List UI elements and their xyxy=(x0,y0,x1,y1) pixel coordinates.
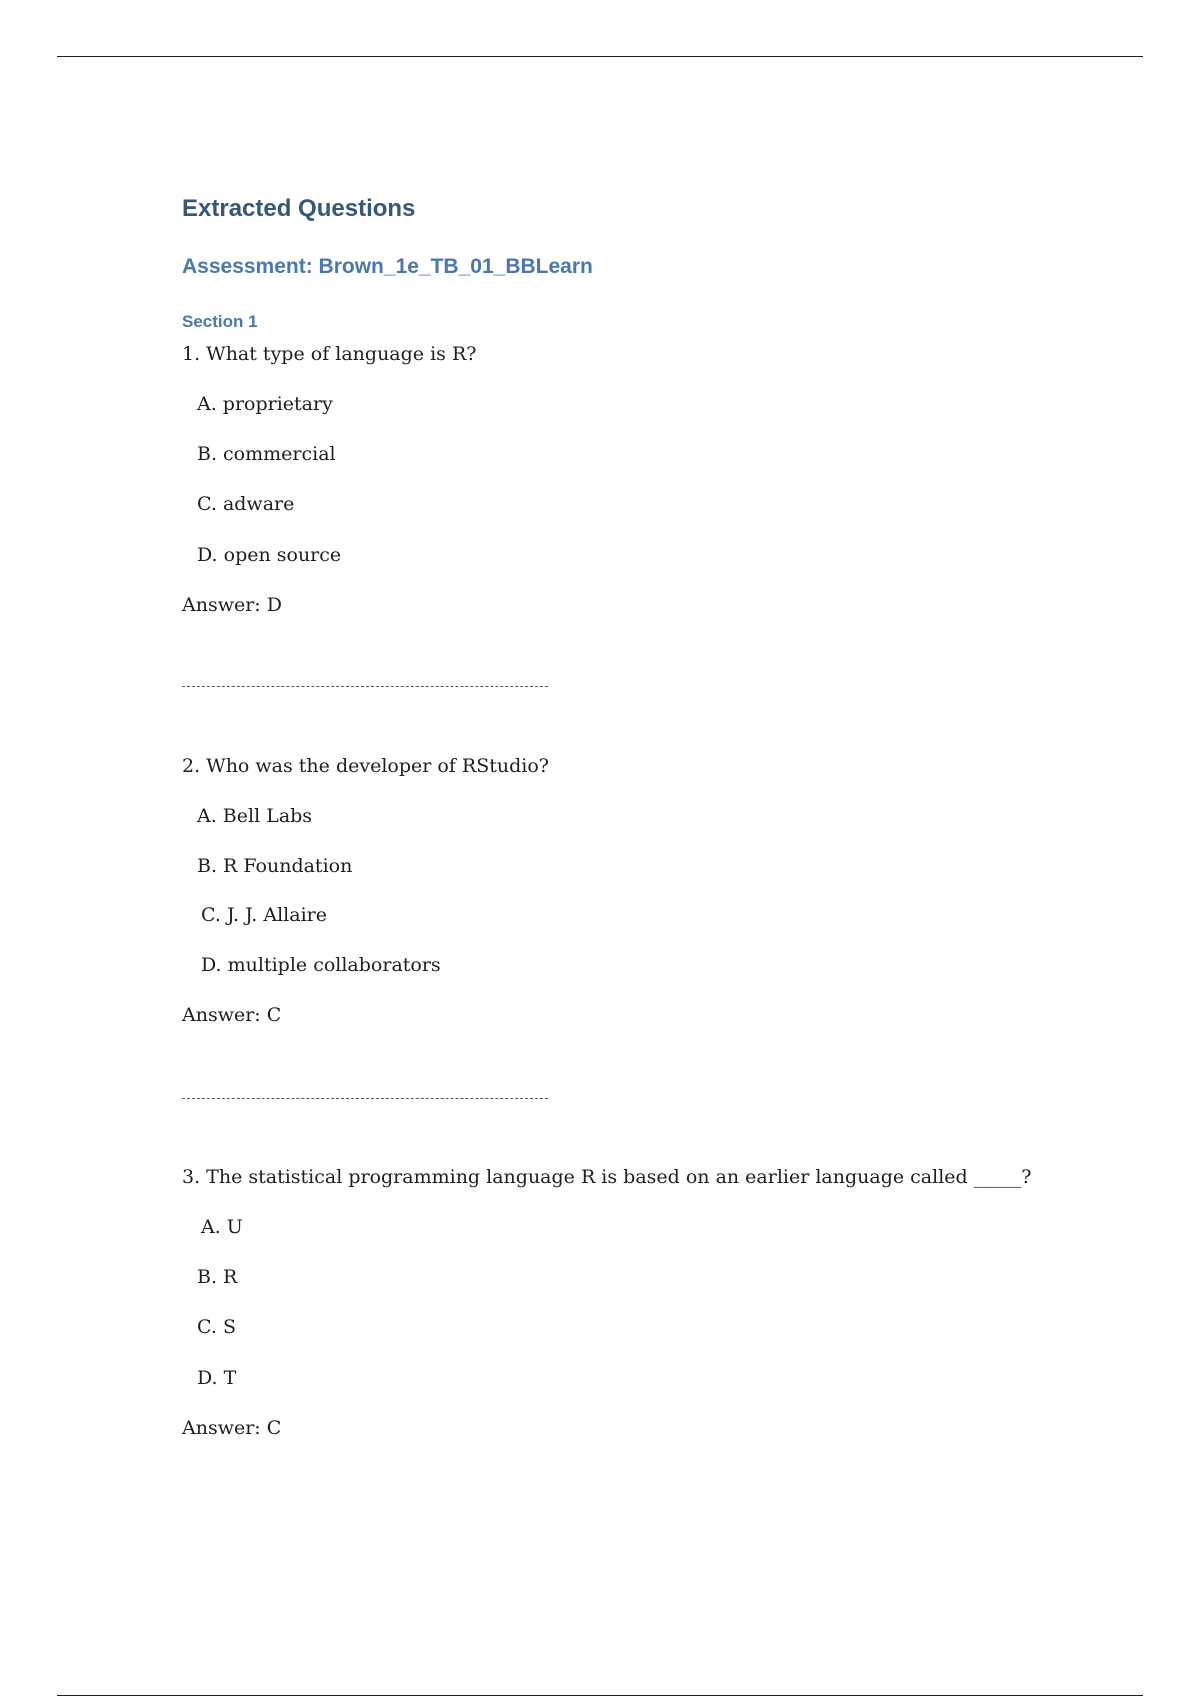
question-3-option-b: B. R xyxy=(197,1266,238,1288)
question-2-option-d: D. multiple collaborators xyxy=(201,954,441,976)
question-2-option-a: A. Bell Labs xyxy=(197,805,313,827)
footer-rule xyxy=(57,1695,1143,1696)
question-divider-2 xyxy=(182,1098,548,1099)
question-2-text: 2. Who was the developer of RStudio? xyxy=(182,755,549,777)
assessment-title: Assessment: Brown_1e_TB_01_BBLearn xyxy=(182,255,593,278)
document-title: Extracted Questions xyxy=(182,195,416,222)
question-3-option-c: C. S xyxy=(197,1316,236,1338)
question-1-option-b: B. commercial xyxy=(197,443,336,465)
question-3-text: 3. The statistical programming language R is based on an earlier language called _____? xyxy=(182,1166,1032,1188)
question-3-option-d: D. T xyxy=(197,1367,237,1389)
header-rule xyxy=(57,56,1143,57)
question-1-option-c: C. adware xyxy=(197,493,295,515)
question-1-option-a: A. proprietary xyxy=(197,393,333,415)
question-3-option-a: A. U xyxy=(201,1216,243,1238)
question-2-option-b: B. R Foundation xyxy=(197,855,353,877)
question-1-text: 1. What type of language is R? xyxy=(182,343,477,365)
question-2-option-c: C. J. J. Allaire xyxy=(201,904,327,926)
question-1-option-d: D. open source xyxy=(197,544,342,566)
question-2-answer: Answer: C xyxy=(182,1004,282,1026)
question-3-answer: Answer: C xyxy=(182,1417,282,1439)
question-1-answer: Answer: D xyxy=(182,594,282,616)
question-divider-1 xyxy=(182,686,548,687)
section-heading: Section 1 xyxy=(182,312,258,331)
